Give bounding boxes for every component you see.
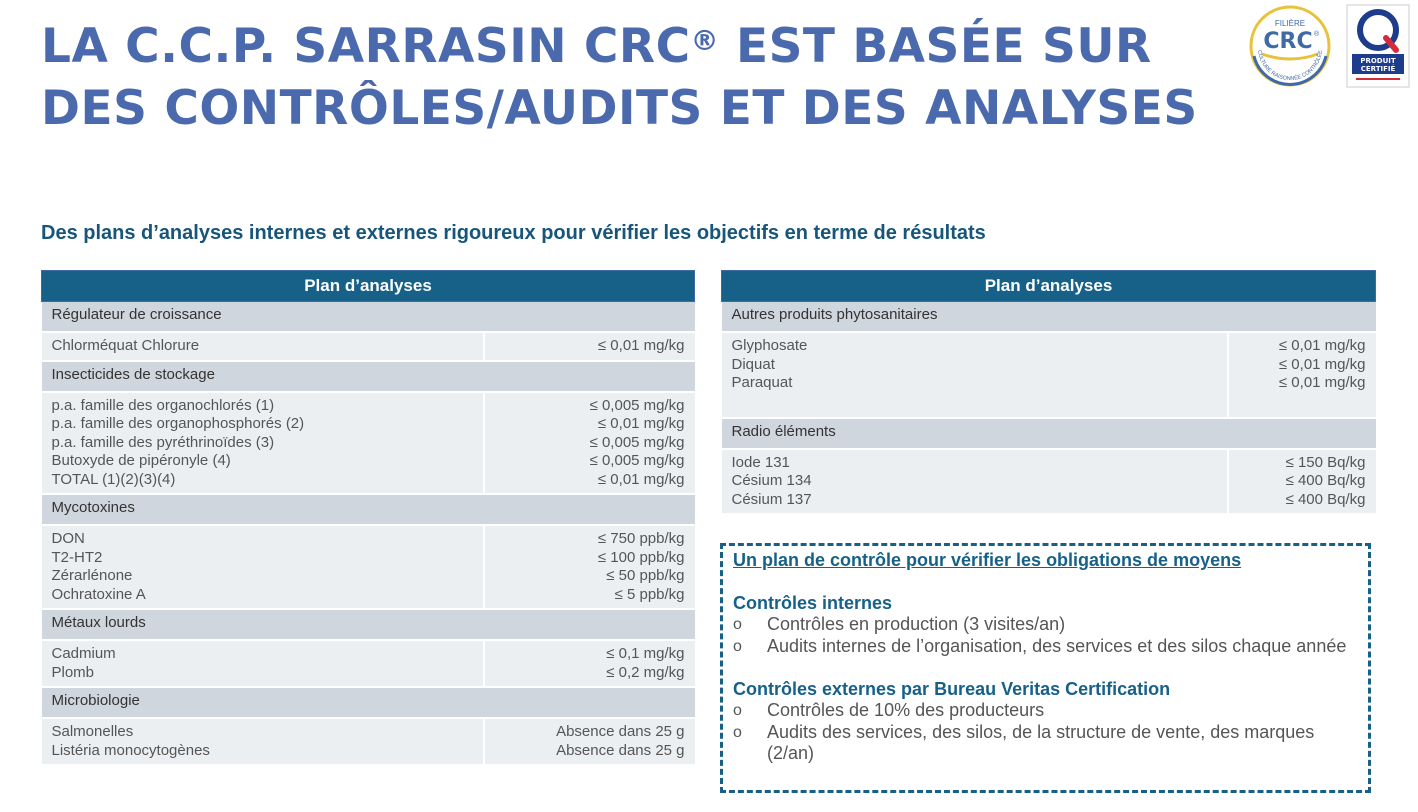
limit-value: ≤ 750 ppb/kg <box>597 530 685 547</box>
circle-bullet-icon: o <box>733 702 742 719</box>
analyte-names-cell <box>722 449 1228 515</box>
limit-values-cell <box>484 718 695 765</box>
limit-values-cell <box>1228 332 1376 418</box>
crc-logo-reg: ® <box>1314 31 1320 38</box>
crc-logo-arc-text: CULTURE RAISONNÉE CONTRÔLÉE <box>1256 49 1324 83</box>
control-sections <box>733 593 1358 765</box>
analyte-name: Listéria monocytogènes <box>51 741 210 759</box>
analyte-name: Césium 134 <box>731 472 812 489</box>
category-row: Microbiologie <box>42 687 695 718</box>
analyte-name: p.a. famille des organophosphorés (2) <box>51 415 305 432</box>
analyte-name: Salmonelles <box>51 723 134 740</box>
analyte-name: TOTAL (1)(2)(3)(4) <box>51 470 176 488</box>
limit-value: Absence dans 25 g <box>556 741 685 759</box>
category-row: Radio éléments <box>722 418 1376 449</box>
analyte-names-cell <box>42 718 484 765</box>
limit-value: ≤ 0,01 mg/kg <box>1278 355 1366 373</box>
crc-logo <box>1248 4 1332 88</box>
limit-value: ≤ 0,01 mg/kg <box>597 415 685 432</box>
title-text-part1: LA C.C.P. SARRASIN CRC <box>41 19 691 74</box>
limit-values-cell <box>484 332 695 361</box>
limit-value: Absence dans 25 g <box>556 723 685 740</box>
category-row: Métaux lourds <box>42 609 695 640</box>
control-list <box>733 700 1358 765</box>
control-plan-title: Un plan de contrôle pour vérifier les obligations de moyens <box>733 550 1242 570</box>
page-title <box>41 16 1231 140</box>
list-item <box>733 636 1358 658</box>
title-registered-mark: ® <box>690 24 720 57</box>
control-section-heading: Contrôles externes par Bureau Veritas Certification <box>733 679 1171 699</box>
limit-value: ≤ 0,01 mg/kg <box>597 470 685 488</box>
analyte-names-cell <box>42 525 484 609</box>
control-section-heading: Contrôles internes <box>733 593 893 613</box>
list-item-text: Audits internes de l’organisation, des services et des silos chaque année <box>767 635 1347 656</box>
crc-logo-top-text: FILIÈRE <box>1274 19 1306 28</box>
table-row <box>42 332 695 361</box>
list-item-text: Audits des services, des silos, de la structure de vente, des marques (2/an) <box>767 721 1315 763</box>
analyte-name: Diquat <box>731 355 775 373</box>
limit-value: ≤ 400 Bq/kg <box>1285 472 1366 489</box>
analyte-name: T2-HT2 <box>51 548 103 566</box>
analyte-names-cell <box>42 392 484 495</box>
control-plan-box <box>720 543 1371 793</box>
limit-value: ≤ 50 ppb/kg <box>606 567 685 584</box>
table-row <box>42 525 695 609</box>
table-row <box>722 449 1376 515</box>
category-row: Autres produits phytosanitaires <box>722 302 1376 333</box>
limit-value: ≤ 0,1 mg/kg <box>606 645 685 662</box>
analyte-name: Chlorméquat Chlorure <box>51 337 200 354</box>
list-item <box>733 614 1358 636</box>
plan-analyses-table-left <box>41 270 695 766</box>
produit-certifie-line1: PRODUIT <box>1360 57 1396 65</box>
limit-values-cell <box>484 640 695 687</box>
plan-analyses-table-right <box>721 270 1376 515</box>
analyte-name: Cadmium <box>51 645 116 662</box>
analyte-name: Iode 131 <box>731 453 790 471</box>
analyte-name: Césium 137 <box>731 490 812 508</box>
limit-value: ≤ 0,01 mg/kg <box>1278 337 1366 354</box>
title-text-part2: EST BASÉE SUR DES CONTRÔLES/AUDITS ET DES ANALYSES <box>41 19 1198 136</box>
circle-bullet-icon: o <box>733 616 742 633</box>
limit-value: ≤ 150 Bq/kg <box>1285 453 1366 471</box>
table-row <box>42 392 695 495</box>
produit-certifie-line2: CERTIFIÉ <box>1360 65 1396 73</box>
analyte-name: Zérarlénone <box>51 567 133 584</box>
analyte-name: Glyphosate <box>731 337 808 354</box>
analyte-name: Butoxyde de pipéronyle (4) <box>51 452 231 469</box>
produit-certifie-logo <box>1346 4 1410 88</box>
limit-value: ≤ 0,005 mg/kg <box>589 433 685 451</box>
category-row: Régulateur de croissance <box>42 302 695 333</box>
analyte-name: Paraquat <box>731 374 793 391</box>
analyte-name: p.a. famille des pyréthrinoïdes (3) <box>51 433 275 451</box>
limit-value: ≤ 0,2 mg/kg <box>606 663 685 681</box>
list-item <box>733 700 1358 722</box>
list-item-text: Contrôles de 10% des producteurs <box>767 700 1045 720</box>
crc-logo-main-text: CRC <box>1263 29 1313 54</box>
limit-value: ≤ 0,005 mg/kg <box>589 396 685 414</box>
list-item-text: Contrôles en production (3 visites/an) <box>767 614 1066 634</box>
analyte-name: DON <box>51 530 85 547</box>
table-header: Plan d’analyses <box>722 271 1376 302</box>
analyte-name: Plomb <box>51 663 95 681</box>
category-row: Mycotoxines <box>42 494 695 525</box>
category-row: Insecticides de stockage <box>42 361 695 392</box>
limit-value: ≤ 100 ppb/kg <box>597 548 685 566</box>
limit-value: ≤ 5 ppb/kg <box>614 585 685 603</box>
limit-values-cell <box>484 525 695 609</box>
limit-value: ≤ 400 Bq/kg <box>1285 490 1366 508</box>
analyte-names-cell <box>42 332 484 361</box>
circle-bullet-icon: o <box>733 637 742 655</box>
analyte-names-cell <box>722 332 1228 418</box>
limit-value: ≤ 0,005 mg/kg <box>589 452 685 469</box>
analyte-names-cell <box>42 640 484 687</box>
analyte-name: Ochratoxine A <box>51 585 146 603</box>
limit-values-cell <box>1228 449 1376 515</box>
limit-value: ≤ 0,01 mg/kg <box>1278 374 1366 391</box>
page-subtitle: Des plans d’analyses internes et externes rigoureux pour vérifier les objectifs en terme de résultats <box>41 222 986 244</box>
table-row <box>42 718 695 765</box>
table-row <box>722 332 1376 418</box>
limit-value: ≤ 0,01 mg/kg <box>597 337 685 354</box>
table-row <box>42 640 695 687</box>
limit-values-cell <box>484 392 695 495</box>
control-list <box>733 614 1358 657</box>
analyte-name: p.a. famille des organochlorés (1) <box>51 396 275 414</box>
table-header: Plan d’analyses <box>42 271 695 302</box>
list-item <box>733 722 1358 765</box>
circle-bullet-icon: o <box>733 723 742 741</box>
